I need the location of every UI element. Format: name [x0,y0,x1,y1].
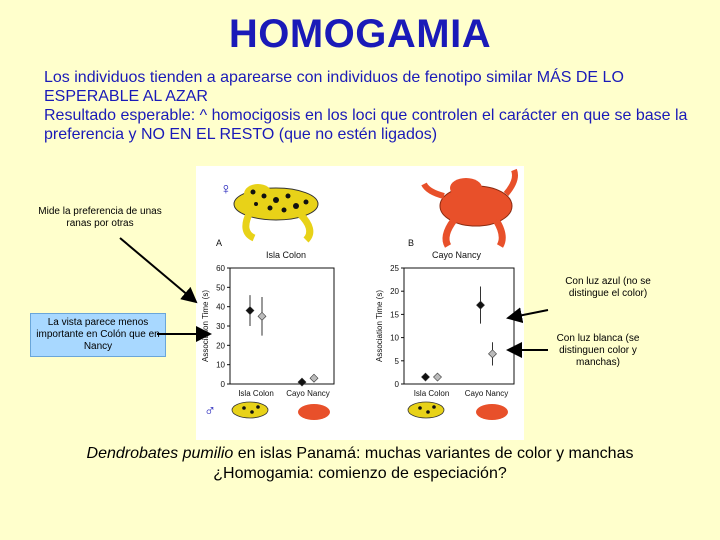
data-point-isla-colon [246,307,254,315]
data-point-isla-colon [310,374,318,382]
caption-line-2: ¿Homogamia: comienzo de especiación? [213,465,507,482]
data-point-cayo-nancy [422,373,430,381]
y-axis-label-cayo-nancy: Association Time (s) [375,289,384,363]
frog-figure [196,166,524,440]
callout-measure-preference: Mide la preferencia de unas ranas por otras [38,206,162,229]
data-point-cayo-nancy [489,350,497,358]
data-point-isla-colon [258,312,266,320]
x-tick-label-cayo-nancy: Isla Colon [413,389,450,398]
female-symbol: ♀ [220,181,232,198]
x-tick-label-cayo-nancy: Cayo Nancy [464,389,509,398]
intro-expected-result: Resultado esperable: ^ homocigosis en los loci que controlen el carácter en que se base la preferencia y NO EN EL RESTO (que no estén ligados) [44,107,688,143]
y-tick-label-isla-colon: 30 [216,322,225,331]
data-point-cayo-nancy [477,301,485,309]
y-tick-label-cayo-nancy: 25 [390,264,399,273]
chart-isla-colon [201,264,334,398]
yellow-frog-illustration [234,184,318,240]
chart-cayo-nancy [375,264,514,398]
y-axis-label-isla-colon: Association Time (s) [201,289,210,363]
data-point-cayo-nancy [434,373,442,381]
callout-white-light: Con luz blanca (se distinguen color y manchas) [556,333,640,368]
y-tick-label-isla-colon: 60 [216,264,225,273]
male-symbol: ♂ [204,403,216,420]
small-frog-yellow-b [408,402,444,418]
plot-frame-cayo-nancy [404,268,514,384]
y-tick-label-isla-colon: 10 [216,360,225,370]
y-tick-label-isla-colon: 0 [220,380,225,389]
panel-b-label: Cayo Nancy [432,250,482,260]
caption-line-1 [40,444,680,464]
data-point-isla-colon [298,378,306,386]
red-frog-illustration [424,170,515,246]
figure-caption [40,444,680,484]
x-tick-label-isla-colon: Isla Colon [238,389,274,398]
small-frog-red-b [476,404,508,420]
callout-vision: La vista parece menos importante en Colón que en Nancy [30,313,166,357]
arrow-to-chart [120,238,196,302]
panel-a-letter: A [216,238,223,248]
figure-svg [196,166,524,440]
plot-frame-isla-colon [230,268,334,384]
caption-line-1-rest: en islas Panamá: muchas variantes de color y manchas [233,445,634,462]
intro-text [44,68,694,144]
y-tick-label-cayo-nancy: 20 [390,287,399,297]
page-title: HOMOGAMIA [228,12,492,56]
intro-definition: Los individuos tienden a aparearse con individuos de fenotipo similar MÁS DE LO ESPERABLE AL AZAR [44,69,624,105]
y-tick-label-cayo-nancy: 0 [394,380,399,389]
small-frog-yellow-a [232,402,268,418]
species-name: Dendrobates pumilio [86,445,234,462]
y-tick-label-cayo-nancy: 5 [394,356,399,366]
y-tick-label-isla-colon: 20 [216,341,225,351]
y-tick-label-isla-colon: 50 [216,283,225,293]
y-tick-label-cayo-nancy: 15 [390,310,399,320]
callout-blue-light: Con luz azul (no se distingue el color) [565,276,651,299]
y-tick-label-cayo-nancy: 10 [390,333,399,343]
panel-a-label: Isla Colon [266,250,307,260]
small-frog-red-a [298,404,330,420]
panel-b-letter: B [408,238,415,248]
y-tick-label-isla-colon: 40 [216,302,225,312]
x-tick-label-isla-colon: Cayo Nancy [286,389,330,398]
